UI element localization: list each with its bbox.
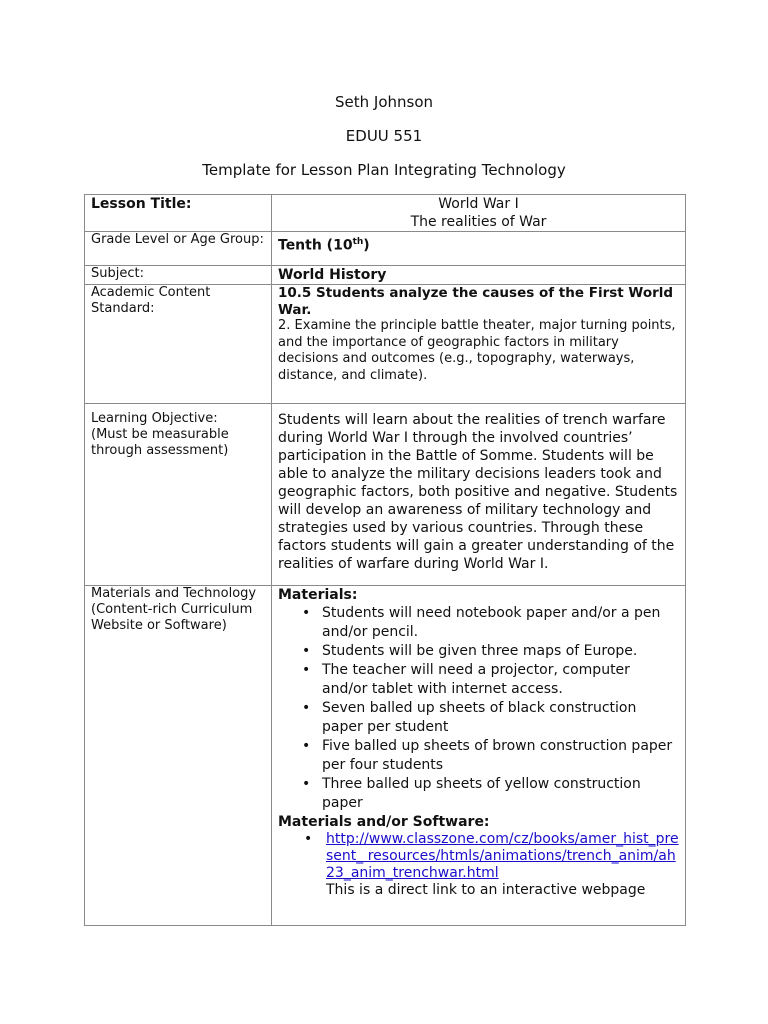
- row-lesson-title: [85, 195, 686, 232]
- list-item-text: Students will need notebook paper and/or a pen and/or pencil.: [322, 605, 661, 640]
- materials-label-line2: (Content-rich Curriculum Website or Software): [91, 602, 253, 633]
- label-subject: Subject:: [85, 266, 272, 285]
- list-item: [302, 604, 679, 642]
- row-academic-standard: [85, 285, 686, 404]
- list-item: [302, 642, 679, 661]
- list-item: [302, 661, 679, 699]
- list-item-text: Five balled up sheets of brown construction paper per four students: [322, 738, 673, 773]
- standard-heading: 10.5 Students analyze the causes of the First World War.: [278, 285, 674, 318]
- label-materials-technology: [85, 586, 272, 926]
- bullet-icon: •: [302, 776, 311, 792]
- value-academic-standard: [272, 285, 686, 404]
- value-learning-objective: Students will learn about the realities of trench warfare during World War I through the involved countries’ participation in the Battle of Somme. Students will be able to analyze the military decisions leaders took and geographic factors, both positive and negative. Students will develop an awareness of military technology and strategies used by various countries. Through these factors students will gain a greater understanding of the realities of warfare during World War I.: [272, 404, 686, 586]
- list-item-text: Three balled up sheets of yellow construction paper: [322, 776, 641, 811]
- trench-warfare-link[interactable]: http://www.classzone.com/cz/books/amer_hist_present_ resources/htmls/animations/trench_anim/ah23_anim_trenchwar.html: [326, 831, 679, 881]
- bullet-icon: •: [302, 738, 311, 754]
- list-item: [302, 775, 679, 813]
- row-learning-objective: [85, 404, 686, 586]
- link-description: This is a direct link to an interactive webpage: [326, 882, 646, 898]
- objective-label-line1: Learning Objective:: [91, 411, 218, 426]
- software-heading: Materials and/or Software:: [278, 814, 490, 830]
- value-lesson-title: [272, 195, 686, 232]
- materials-heading: Materials:: [278, 587, 358, 603]
- software-list: [278, 831, 679, 899]
- value-subject: World History: [272, 266, 686, 285]
- course-code: EDUU 551: [345, 127, 423, 145]
- lesson-plan-table: [84, 194, 686, 926]
- value-grade-level: [272, 232, 686, 266]
- row-subject: [85, 266, 686, 285]
- list-item-text: Seven balled up sheets of black construction paper per student: [322, 700, 637, 735]
- list-item-text: Students will be given three maps of Europe.: [322, 643, 638, 659]
- list-item: [304, 831, 679, 899]
- lesson-title-line1: World War I: [438, 196, 519, 212]
- list-item-text: The teacher will need a projector, computer and/or tablet with internet access.: [322, 662, 630, 697]
- bullet-icon: •: [304, 831, 313, 847]
- label-learning-objective: [85, 404, 272, 586]
- bullet-icon: •: [302, 605, 311, 621]
- document-title: Template for Lesson Plan Integrating Technology: [202, 161, 566, 179]
- grade-superscript: th: [352, 237, 364, 247]
- materials-list: [278, 604, 679, 813]
- value-materials-technology: [272, 586, 686, 926]
- bullet-icon: •: [302, 662, 311, 678]
- author-name: Seth Johnson: [334, 93, 434, 111]
- label-academic-standard: Academic Content Standard:: [85, 285, 272, 404]
- list-item: [302, 699, 679, 737]
- grade-value-close: ): [363, 237, 370, 254]
- materials-label-line1: Materials and Technology: [91, 586, 257, 601]
- objective-label-line2: (Must be measurable through assessment): [91, 427, 229, 458]
- row-materials-technology: [85, 586, 686, 926]
- row-grade-level: [85, 232, 686, 266]
- standard-body: 2. Examine the principle battle theater, major turning points, and the importance of geographic factors in military decisions and outcomes (e.g., topography, waterways, distance, and climate).: [278, 318, 676, 383]
- list-item: [302, 737, 679, 775]
- bullet-icon: •: [302, 700, 311, 716]
- label-lesson-title: Lesson Title:: [85, 195, 272, 232]
- label-grade-level: Grade Level or Age Group:: [85, 232, 272, 266]
- grade-value-text: Tenth (10: [278, 237, 353, 254]
- lesson-title-line2: The realities of War: [410, 214, 547, 230]
- bullet-icon: •: [302, 643, 311, 659]
